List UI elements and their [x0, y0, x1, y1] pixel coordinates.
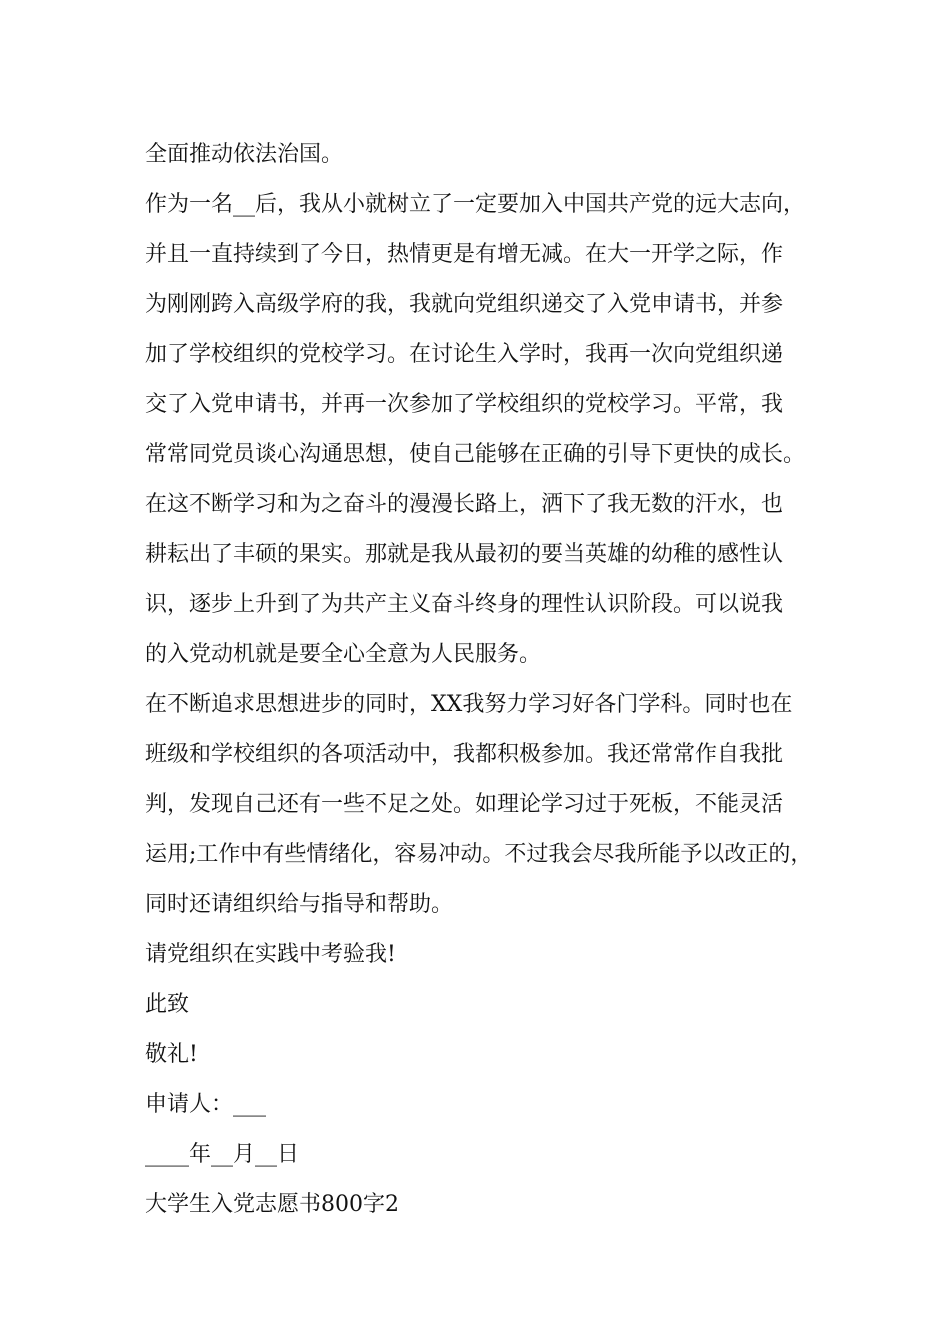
salutation-regards: 敬礼! [145, 1042, 198, 1067]
text-line: 为刚刚跨入高级学府的我，我就向党组织递交了入党申请书，并参 [145, 292, 784, 317]
text-line: 作为一名__后，我从小就树立了一定要加入中国共产党的远大志向， [145, 192, 806, 217]
applicant-signature: 申请人：___ [145, 1092, 267, 1117]
text-line: 识，逐步上升到了为共产主义奋斗终身的理性认识阶段。可以说我 [145, 592, 784, 617]
salutation: 此致 [145, 992, 190, 1017]
text-line: 交了入党申请书，并再一次参加了学校组织的党校学习。平常，我 [145, 392, 784, 417]
text-line: 常常同党员谈心沟通思想，使自己能够在正确的引导下更快的成长。 [145, 442, 806, 467]
text-line: 全面推动依法治国。 [145, 142, 344, 167]
text-line: 班级和学校组织的各项活动中，我都积极参加。我还常常作自我批 [145, 742, 784, 767]
closing-request: 请党组织在实践中考验我! [145, 942, 396, 967]
text-line: 并且一直持续到了今日，热情更是有增无减。在大一开学之际，作 [145, 242, 784, 267]
text-line: 耕耘出了丰硕的果实。那就是我从最初的要当英雄的幼稚的感性认 [145, 542, 784, 567]
text-line: 判，发现自己还有一些不足之处。如理论学习过于死板，不能灵活 [145, 792, 784, 817]
text-line: 在不断追求思想进步的同时，XX我努力学习好各门学科。同时也在 [145, 692, 793, 717]
text-line: 运用;工作中有些情绪化，容易冲动。不过我会尽我所能予以改正的， [145, 842, 813, 867]
text-line: 加了学校组织的党校学习。在讨论生入学时，我再一次向党组织递 [145, 342, 784, 367]
text-line: 同时还请组织给与指导和帮助。 [145, 892, 454, 917]
text-line: 在这不断学习和为之奋斗的漫漫长路上，洒下了我无数的汗水，也 [145, 492, 784, 517]
next-section-title: 大学生入党志愿书800字2 [145, 1192, 399, 1217]
date-line: ____年__月__日 [145, 1142, 300, 1167]
text-line: 的入党动机就是要全心全意为人民服务。 [145, 642, 542, 667]
document-body [145, 130, 825, 1230]
